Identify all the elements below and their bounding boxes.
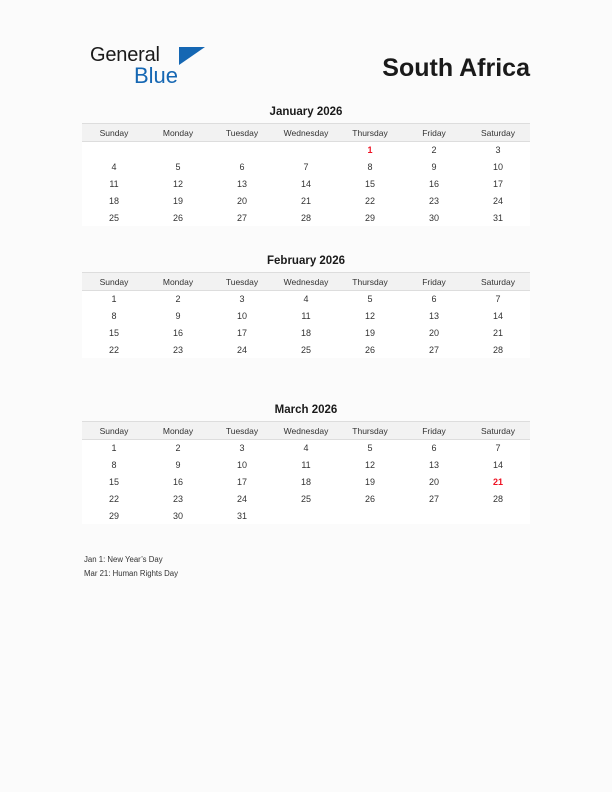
calendar-day[interactable]: 30	[146, 507, 210, 524]
table-row	[82, 325, 530, 342]
calendar-day-empty	[274, 507, 338, 524]
calendar-day[interactable]: 12	[146, 176, 210, 193]
calendar-day[interactable]: 27	[402, 490, 466, 507]
month-title: March 2026	[274, 404, 338, 416]
calendar-day[interactable]: 21	[274, 192, 338, 209]
calendar-day-empty	[338, 507, 402, 524]
calendar-day[interactable]: 26	[146, 209, 210, 226]
calendar-day[interactable]: 2	[402, 142, 466, 159]
calendar-day[interactable]: 7	[466, 291, 530, 308]
calendar-day[interactable]: 25	[274, 490, 338, 507]
calendar-day[interactable]: 11	[274, 308, 338, 325]
calendar-day[interactable]: 4	[274, 291, 338, 308]
calendar-day[interactable]: 9	[146, 308, 210, 325]
weekday-wednesday: Wednesday	[274, 273, 338, 291]
calendar-day[interactable]: 25	[274, 341, 338, 358]
calendar-day[interactable]: 23	[402, 192, 466, 209]
weekday-tuesday: Tuesday	[210, 422, 274, 440]
table-row	[82, 273, 530, 291]
table-row	[82, 159, 530, 176]
weekday-header-row	[82, 273, 530, 291]
weekday-monday: Monday	[146, 422, 210, 440]
calendar-day[interactable]: 2	[146, 291, 210, 308]
calendar-day[interactable]: 10	[466, 159, 530, 176]
table-row	[82, 209, 530, 226]
table-row	[82, 474, 530, 491]
holiday-note: Mar 21: Human Rights Day	[84, 568, 179, 578]
calendar-day[interactable]: 31	[466, 209, 530, 226]
month-block-january	[82, 105, 530, 226]
calendar-day[interactable]: 13	[402, 457, 466, 474]
calendar-day[interactable]: 4	[82, 159, 146, 176]
month-block-march	[82, 403, 530, 524]
calendar-day[interactable]: 23	[146, 490, 210, 507]
calendar-day[interactable]: 21	[466, 325, 530, 342]
weekday-sunday: Sunday	[82, 273, 146, 291]
weekday-tuesday: Tuesday	[210, 124, 274, 142]
table-row	[82, 440, 530, 457]
calendar-day[interactable]: 27	[402, 341, 466, 358]
calendar-day[interactable]: 3	[210, 291, 274, 308]
calendar-day[interactable]: 24	[210, 490, 274, 507]
table-row	[82, 422, 530, 440]
calendar-day[interactable]: 17	[210, 474, 274, 491]
weekday-thursday: Thursday	[338, 422, 402, 440]
calendar-day[interactable]: 13	[210, 176, 274, 193]
general-blue-logo	[90, 44, 280, 94]
calendar-body-january	[82, 142, 530, 226]
calendar-day[interactable]: 15	[338, 176, 402, 193]
calendar-day[interactable]: 20	[402, 474, 466, 491]
table-row	[82, 291, 530, 308]
calendar-day[interactable]: 22	[82, 341, 146, 358]
calendar-table-february	[82, 272, 530, 358]
calendar-day-empty	[146, 142, 210, 159]
weekday-header-row	[82, 124, 530, 142]
calendar-day[interactable]: 24	[466, 192, 530, 209]
calendar-table-january	[82, 123, 530, 226]
weekday-monday: Monday	[146, 124, 210, 142]
calendar-day[interactable]: 18	[274, 474, 338, 491]
calendar-day-empty	[466, 507, 530, 524]
table-row	[82, 176, 530, 193]
calendar-day[interactable]: 28	[466, 490, 530, 507]
calendar-day[interactable]: 12	[338, 308, 402, 325]
calendar-day[interactable]: 29	[82, 507, 146, 524]
calendar-day[interactable]: 5	[338, 440, 402, 457]
calendar-day[interactable]: 17	[210, 325, 274, 342]
calendar-day[interactable]: 14	[466, 457, 530, 474]
calendar-day[interactable]: 2	[146, 440, 210, 457]
calendar-table-march	[82, 421, 530, 524]
calendar-body-march	[82, 440, 530, 524]
calendar-day[interactable]: 28	[466, 341, 530, 358]
table-row	[82, 142, 530, 159]
table-row	[82, 490, 530, 507]
calendar-day[interactable]: 22	[338, 192, 402, 209]
calendar-day[interactable]: 28	[274, 209, 338, 226]
logo-text-general: General	[90, 44, 160, 66]
calendar-day-empty	[210, 142, 274, 159]
calendar-day[interactable]: 16	[146, 325, 210, 342]
holiday-note: Jan 1: New Year’s Day	[84, 555, 163, 564]
calendar-day-empty	[82, 142, 146, 159]
calendar-day[interactable]: 25	[82, 209, 146, 226]
weekday-header-row	[82, 422, 530, 440]
calendar-day[interactable]: 6	[402, 440, 466, 457]
calendar-day[interactable]: 3	[466, 142, 530, 159]
calendar-day[interactable]: 9	[146, 457, 210, 474]
calendar-day[interactable]: 11	[274, 457, 338, 474]
weekday-tuesday: Tuesday	[210, 273, 274, 291]
calendar-day[interactable]: 4	[274, 440, 338, 457]
calendar-day-empty	[274, 142, 338, 159]
calendar-day[interactable]: 1	[82, 440, 146, 457]
calendar-day[interactable]: 9	[402, 159, 466, 176]
weekday-sunday: Sunday	[82, 422, 146, 440]
weekday-saturday: Saturday	[466, 273, 530, 291]
table-row	[82, 124, 530, 142]
weekday-friday: Friday	[402, 422, 466, 440]
month-title: February 2026	[267, 255, 345, 267]
calendar-day[interactable]: 10	[210, 457, 274, 474]
calendar-day[interactable]: 27	[210, 209, 274, 226]
calendar-day[interactable]: 12	[338, 457, 402, 474]
calendar-day[interactable]: 20	[210, 192, 274, 209]
calendar-day[interactable]: 11	[82, 176, 146, 193]
calendar-day[interactable]: 16	[402, 176, 466, 193]
calendar-day[interactable]: 30	[402, 209, 466, 226]
calendar-day-holiday[interactable]: 1	[338, 142, 402, 159]
calendar-day[interactable]: 5	[338, 291, 402, 308]
calendar-day[interactable]: 5	[146, 159, 210, 176]
logo-text-blue: Blue	[134, 63, 179, 88]
logo-triangle-icon	[179, 47, 205, 65]
calendar-day[interactable]: 19	[338, 474, 402, 491]
calendar-day-empty	[402, 507, 466, 524]
calendar-day-holiday[interactable]: 21	[466, 474, 530, 491]
calendar-day[interactable]: 7	[274, 159, 338, 176]
calendar-day[interactable]: 3	[210, 440, 274, 457]
weekday-wednesday: Wednesday	[274, 124, 338, 142]
calendar-day[interactable]: 7	[466, 440, 530, 457]
calendar-day[interactable]: 29	[338, 209, 402, 226]
calendar-day[interactable]: 20	[402, 325, 466, 342]
calendar-day[interactable]: 8	[338, 159, 402, 176]
calendar-day[interactable]: 19	[146, 192, 210, 209]
calendar-day[interactable]: 17	[466, 176, 530, 193]
page-header	[82, 40, 530, 96]
calendar-body-february	[82, 291, 530, 359]
calendar-day[interactable]: 31	[210, 507, 274, 524]
table-row	[82, 457, 530, 474]
calendar-day[interactable]: 16	[146, 474, 210, 491]
calendar-day[interactable]: 26	[338, 341, 402, 358]
weekday-saturday: Saturday	[466, 124, 530, 142]
calendar-day[interactable]: 14	[274, 176, 338, 193]
calendar-day[interactable]: 8	[82, 308, 146, 325]
calendar-day[interactable]: 1	[82, 291, 146, 308]
holiday-notes	[84, 553, 384, 580]
calendar-day[interactable]: 23	[146, 341, 210, 358]
calendar-day[interactable]: 18	[274, 325, 338, 342]
calendar-day[interactable]: 6	[210, 159, 274, 176]
calendar-day[interactable]: 6	[402, 291, 466, 308]
calendar-day[interactable]: 8	[82, 457, 146, 474]
weekday-friday: Friday	[402, 273, 466, 291]
weekday-sunday: Sunday	[82, 124, 146, 142]
calendar-day[interactable]: 18	[82, 192, 146, 209]
weekday-thursday: Thursday	[338, 273, 402, 291]
table-row	[82, 507, 530, 524]
calendar-day[interactable]: 19	[338, 325, 402, 342]
calendar-day[interactable]: 22	[82, 490, 146, 507]
calendar-day[interactable]: 15	[82, 325, 146, 342]
calendar-day[interactable]: 15	[82, 474, 146, 491]
calendar-day[interactable]: 24	[210, 341, 274, 358]
calendar-day[interactable]: 10	[210, 308, 274, 325]
weekday-thursday: Thursday	[338, 124, 402, 142]
weekday-monday: Monday	[146, 273, 210, 291]
weekday-wednesday: Wednesday	[274, 422, 338, 440]
month-title: January 2026	[269, 106, 343, 118]
calendar-day[interactable]: 14	[466, 308, 530, 325]
table-row	[82, 308, 530, 325]
calendar-day[interactable]: 26	[338, 490, 402, 507]
page-title: South Africa	[382, 54, 530, 82]
calendar-day[interactable]: 13	[402, 308, 466, 325]
table-row	[82, 192, 530, 209]
month-block-february	[82, 254, 530, 358]
weekday-friday: Friday	[402, 124, 466, 142]
weekday-saturday: Saturday	[466, 422, 530, 440]
table-row	[82, 341, 530, 358]
